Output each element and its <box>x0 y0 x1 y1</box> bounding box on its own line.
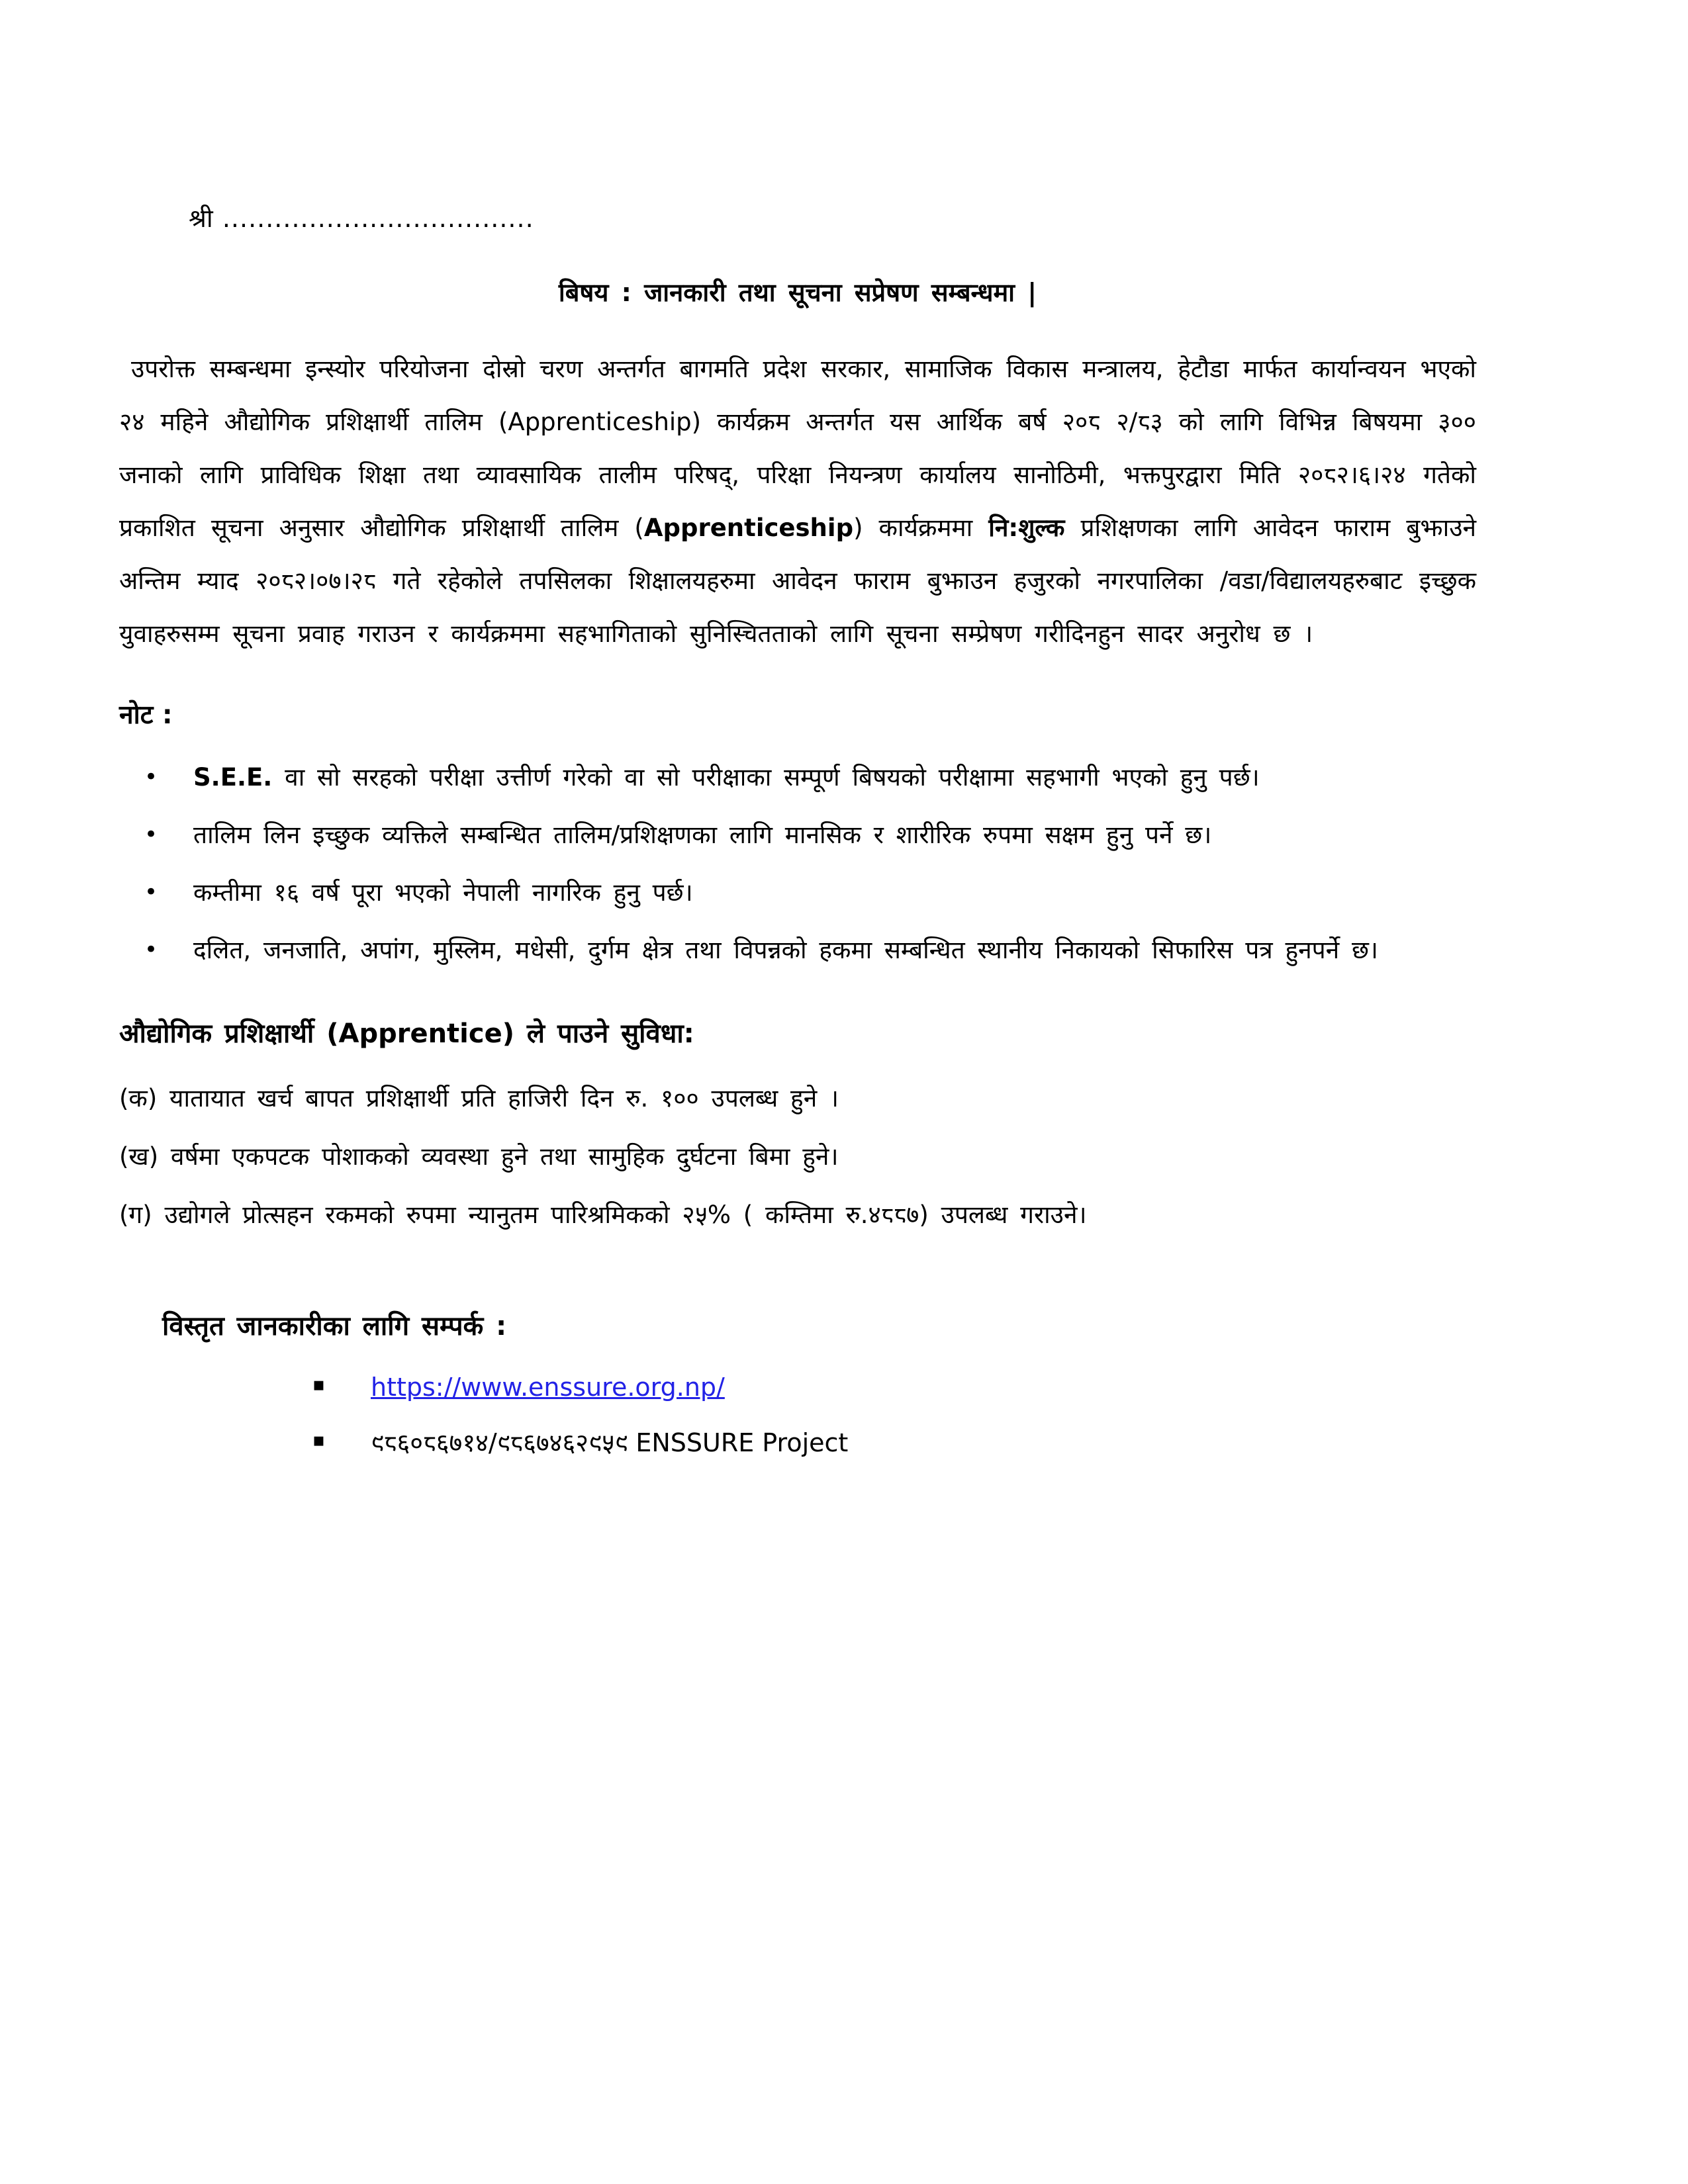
benefit-item-ga: (ग) उद्योगले प्रोत्सहन रकमको रुपमा न्यानुतम पारिश्रमिकको २५% ( कम्तिमा रु.४८८७) उपलब्ध गराउने। <box>119 1201 1087 1229</box>
note-bullet-text: तालिम लिन इच्छुक व्यक्तिले सम्बन्धित तालिम/प्रशिक्षणका लागि मानसिक र शारीरिक रुपमा सक्षम हुनु पर्ने छ। <box>193 821 1212 849</box>
bullet-disc-icon: • <box>144 821 158 848</box>
note-heading: नोट : <box>119 700 173 730</box>
note-bullet-list <box>119 752 1476 976</box>
bullet-square-icon: ▪ <box>312 1373 325 1395</box>
body-bold-free: नि:शुल्क <box>988 514 1065 542</box>
body-bold-apprenticeship: Apprenticeship <box>643 514 854 542</box>
note-bullet-text: कम्तीमा १६ वर्ष पूरा भएको नेपाली नागरिक हुनु पर्छ। <box>193 878 693 907</box>
contact-heading: विस्तृत जानकारीका लागि सम्पर्क : <box>162 1311 507 1342</box>
note-bullet-text: दलित, जनजाति, अपांग, मुस्लिम, मधेसी, दुर्गम क्षेत्र तथा विपन्नको हकमा सम्बन्धित स्थानीय निकायको सिफारिस पत्र हुनपर्ने छ। <box>193 936 1378 964</box>
note-bullet-lead: S.E.E. <box>193 763 273 792</box>
list-item <box>119 1362 1476 1412</box>
bullet-square-icon: ▪ <box>312 1429 325 1451</box>
body-paragraph <box>119 343 1476 660</box>
subject-line: बिषय : जानकारी तथा सूचना सप्रेषण सम्बन्धमा | <box>558 278 1037 307</box>
website-link[interactable]: https://www.enssure.org.np/ <box>371 1373 725 1402</box>
list-item <box>119 925 1476 976</box>
list-item <box>119 752 1476 803</box>
contact-phone: ९८६०८६७१४/९८६७४६२९५९ ENSSURE Project <box>371 1428 849 1457</box>
benefit-item-kha: (ख) वर्षमा एकपटक पोशाकको व्यवस्था हुने तथा सामुहिक दुर्घटना बिमा हुने। <box>119 1142 839 1171</box>
salutation-line: श्री .................................... <box>189 204 534 233</box>
bullet-disc-icon: • <box>144 764 158 790</box>
list-item <box>119 867 1476 918</box>
benefits-heading: औद्योगिक प्रशिक्षार्थी (Apprentice) ले पाउने सुविधा: <box>119 1019 694 1049</box>
body-text-part2: ) कार्यक्रममा <box>853 514 989 542</box>
benefit-item-ka: (क) यातायात खर्च बापत प्रशिक्षार्थी प्रति हाजिरी दिन रु. १०० उपलब्ध हुने । <box>119 1084 839 1113</box>
contact-list <box>119 1362 1476 1468</box>
note-bullet-text: वा सो सरहको परीक्षा उत्तीर्ण गरेको वा सो परीक्षाका सम्पूर्ण बिषयको परीक्षामा सहभागी भएको हुनु पर्छ। <box>272 763 1260 792</box>
body-text-part3: प्रशिक्षणका लागि आवेदन फाराम बुझाउने अन्तिम म्याद २०८२।०७।२८ गते रहेकोले तपसिलका शिक्षालयहरुमा आवेदन फाराम बुझाउन हजुरको नगरपालिका /वडा/विद्यालयहरुबाट इच्छुक युवाहरुसम्म सूचना प्रवाह गराउन र कार्यक्रममा सहभागिताको सुनिस्चितताको लागि सूचना सम्प्रेषण गरीदिनहुन सादर अनुरोध छ । <box>119 514 1477 648</box>
bullet-disc-icon: • <box>144 936 158 963</box>
benefits-list <box>119 1069 1476 1244</box>
body-text-part1: उपरोक्त सम्बन्धमा इन्स्योर परियोजना दोस्रो चरण अन्तर्गत बागमति प्रदेश सरकार, सामाजिक विकास मन्त्रालय, हेटौडा मार्फत कार्यान्वयन भएको २४ महिने औद्योगिक प्रशिक्षार्थी तालिम (Apprenticeship) कार्यक्रम अन्तर्गत यस आर्थिक बर्ष २०८ २/८३ को लागि विभिन्न बिषयमा ३०० जनाको लागि प्राविधिक शिक्षा तथा व्यावसायिक तालीम परिषद्, परिक्षा नियन्त्रण कार्यालय सानोठिमी, भक्तपुरद्वारा मिति २०८२।६।२४ गतेको प्रकाशित सूचना अनुसार औद्योगिक प्रशिक्षार्थी तालिम ( <box>119 355 1476 542</box>
list-item <box>119 1418 1476 1468</box>
bullet-disc-icon: • <box>144 879 158 905</box>
list-item <box>119 809 1476 860</box>
